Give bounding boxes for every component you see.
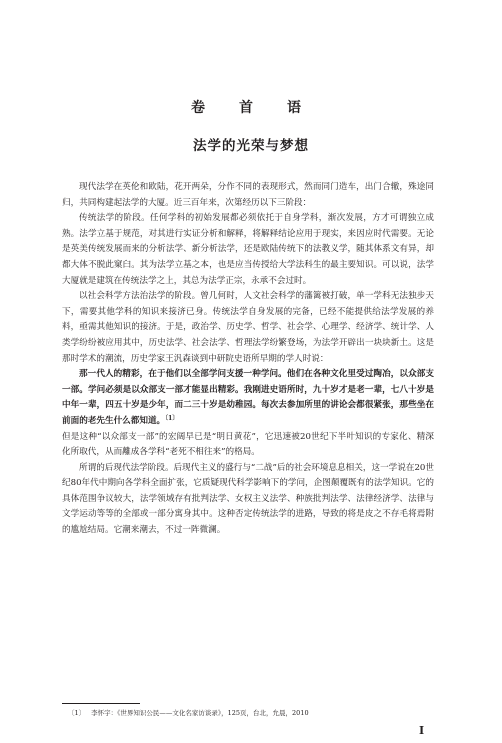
- paragraph: 现代法学在英伦和欧陆，花开两朵，分作不同的表现形式，然而同门造车，出门合辙，殊途同归，共同构建起法学的大厦。近三百年来，次第经历以下三阶段：: [62, 182, 434, 208]
- footnote-mark: 〔1〕: [68, 709, 86, 717]
- paragraph: 传统法学的阶段。任何学科的初始发展都必须依托于自身学科，渐次发展，方才可谓独立成熟。法学立基于规范，对其进行实证分析和解释，将解释结论应用于现实，来因应时代需要。无论是英美传统发展而来的分析法学、新分析法学，还是欧陆传统下的法教义学，随其体系文有异，却都大体不脱此窠臼。其为法学立基之本，也是应当传授给大学法科生的最主要知识。可以说，法学大厦就是建筑在传统法学之上，其总为法学正宗，永承不会过时。: [62, 213, 434, 286]
- footnote-reference[interactable]: 〔1〕: [165, 414, 179, 422]
- paragraph: 但是这种“以众部支一部”的宏阔早已是“明日黄花”，它迅速被20世纪下半叶知识的专家化、精深化所取代，从而離成各学科“老死不相往来”的格局。: [62, 431, 434, 458]
- section-title: 卷 首 语: [191, 100, 311, 116]
- footnote: [68, 709, 428, 718]
- footnote-text: 李怀宇：《世界知识公民——文化名家访谈录》，125页，台北，允晨，2010: [91, 709, 309, 717]
- quote-text: 那一代人的精彩，在于他们以全部学问支援一种学问。他们在各种文化里受过陶冶，以众部支一部。学问必须是以众部支一部才能显出精彩。我刚进史语所时，九十岁才是老一辈，七八十岁是中年一辈，四五十岁是少年，而二三十岁是幼稚园。每次去参加所里的讲论会都很紧张，那些坐在前面的老先生什么都知道。: [62, 369, 434, 426]
- block-quote: [62, 367, 434, 429]
- page-number: I: [419, 724, 425, 737]
- article-body: [62, 180, 434, 539]
- paragraph: 以社会科学方法治法学的阶段。曾几何时，人文社会科学的藩篱被打破，单一学科无法独步天下，需要其他学科的知识来接济已身。传统法学自身发展的完备，已经不能提供给法学发展的养料，亟需其他知识的接济。于是，政治学、历史学、哲学、社会学、心理学、经济学、统计学、人类学纷纷被应用其中，历史法学、社会法学、哲理法学纷繁登场，为法学开辟出一块块新土。这是那时学术的潮流，历史学家王汎森谈到中研院史语所早期的学人时说：: [62, 291, 434, 364]
- footnote-divider: [62, 703, 140, 704]
- article-subtitle: 法学的光荣与梦想: [193, 138, 309, 154]
- paragraph: 所谓的后现代法学阶段。后现代主义的盛行与“二战”后的社会环境息息相关，这一学说在20世纪80年代中期向各学科全面扩张，它质疑现代科学影响下的学问，企图颠覆既有的法学知识。它的具体范围争议较大，法学领域存有批判法学、女权主义法学、种族批判法学、法律经济学、法律与文学运动等等的全部或一部分寓身其中。这种否定传统法学的进路，导致的将是皮之不存毛将焉附的尴尬结局。它潮来潮去，不过一阵微澜。: [62, 462, 434, 536]
